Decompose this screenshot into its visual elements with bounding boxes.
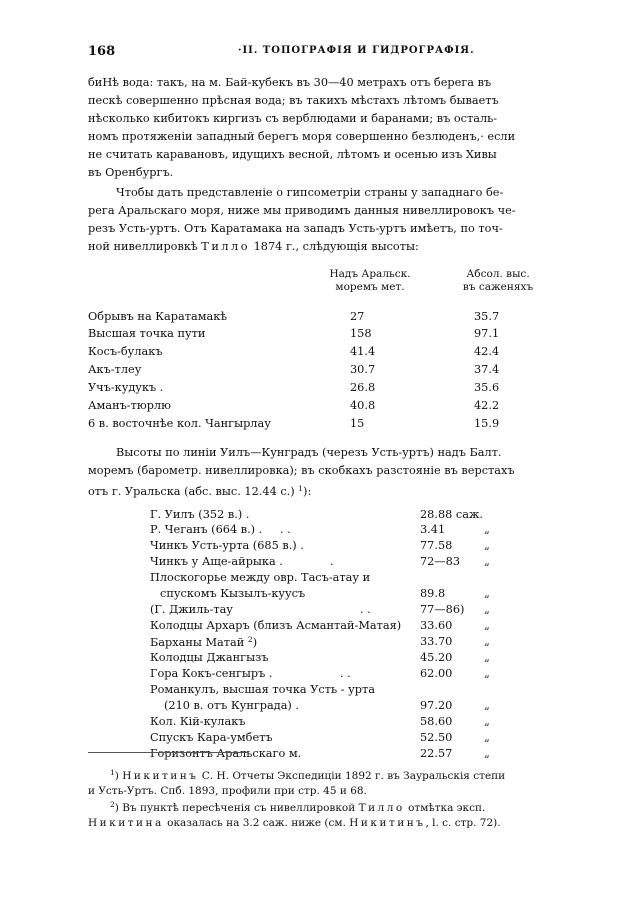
height-value: 62.00 xyxy=(420,667,453,680)
text-line: Высоты по линіи Уилъ—Кунградъ (черезъ Усть-уртъ) надъ Балт. xyxy=(116,446,502,459)
absolute-height: 15.9 xyxy=(474,417,500,430)
ditto-mark: „ xyxy=(484,635,490,648)
point-name: Высшая точка пути xyxy=(88,327,206,340)
point-name: Горизонтъ Аральскаго м. xyxy=(150,747,302,760)
table-row xyxy=(88,399,554,416)
ditto-mark: „ xyxy=(484,731,490,744)
point-name: Р. Чеганъ (664 в.) . xyxy=(150,523,263,536)
page-number: 168 xyxy=(88,44,116,59)
text-line: нѣсколько кибитокъ киргизъ съ верблюдами и баранами; въ осталь- xyxy=(88,112,498,125)
text-span: ной нивеллировкѣ xyxy=(88,240,202,253)
point-name: Косъ-булакъ xyxy=(88,345,163,358)
point-name: 6 в. восточнѣе кол. Чангырлау xyxy=(88,417,271,430)
point-name: спускомъ Кызылъ-куусъ xyxy=(160,587,306,600)
leader-dots: . xyxy=(330,555,334,568)
point-name: Акъ-тлеу xyxy=(88,363,142,376)
absolute-height: 42.4 xyxy=(474,345,500,358)
text-span: оказалась на 3.2 саж. ниже (см. xyxy=(163,816,350,829)
text-line: номъ протяженіи западный берегъ моря совершенно безлюденъ,· если xyxy=(88,130,516,143)
author-name: Никитина xyxy=(88,816,164,829)
footnote-ref: 1 xyxy=(298,484,304,493)
height-above-aral: 40.8 xyxy=(350,399,376,412)
text-line: биНѣ вода: такъ, на м. Бай-кубекъ въ 30—40 метрахъ отъ берега въ xyxy=(88,76,492,89)
author-name: Никитинъ xyxy=(122,770,199,782)
point-name: Аманъ-тюрлю xyxy=(88,399,171,412)
height-above-aral: 27 xyxy=(350,310,365,323)
point-name xyxy=(150,635,257,649)
height-value: 28.88 саж. xyxy=(420,508,483,521)
height-above-aral: 158 xyxy=(350,327,372,340)
point-name: Учъ-кудукъ . xyxy=(88,381,164,394)
height-value: 22.57 xyxy=(420,747,453,760)
point-name: Гора Кокъ-сенгыръ . xyxy=(150,667,273,680)
leader-dots: . . xyxy=(280,523,291,536)
height-value: 52.50 xyxy=(420,731,453,744)
point-name: Обрывъ на Каратамакѣ xyxy=(88,310,228,323)
text-span: 1874 г., слѣдующія высоты: xyxy=(250,240,419,253)
height-value: 33.60 xyxy=(420,619,453,632)
height-value: 77—86) xyxy=(420,603,465,616)
paragraph-3 xyxy=(88,444,554,501)
height-above-aral: 15 xyxy=(350,417,365,430)
footnote-2 xyxy=(88,798,554,816)
text-line: моремъ (барометр. нивеллировка); въ скобкахъ разстояніе въ верстахъ xyxy=(88,464,515,477)
text-line: резъ Усть-уртъ. Отъ Каратамака на западъ Усть-уртъ имѣетъ, по точ- xyxy=(88,222,503,235)
table-row xyxy=(88,310,554,327)
ditto-mark: „ xyxy=(484,667,490,680)
footnote-number: 2 xyxy=(110,800,115,809)
ditto-mark: „ xyxy=(484,747,490,760)
table-row xyxy=(88,381,554,398)
point-name: Плоскогорье между овр. Тасъ-атау и xyxy=(150,571,371,584)
point-name: Г. Уилъ (352 в.) . xyxy=(150,508,250,521)
leader-dots: . . xyxy=(340,667,351,680)
footnote-divider xyxy=(88,752,248,753)
absolute-height: 42.2 xyxy=(474,399,500,412)
point-name: Спускъ Кара-умбетъ xyxy=(150,731,273,744)
text-span: ): xyxy=(303,485,312,498)
point-name: Кол. Кій-кулакъ xyxy=(150,715,246,728)
text-span: отъ г. Уральска (абс. выс. 12.44 с.) xyxy=(88,485,299,498)
footnote-2-cont xyxy=(88,816,554,831)
height-value: 33.70 xyxy=(420,635,453,648)
point-name: Романкулъ, высшая точка Усть - урта xyxy=(150,683,375,696)
ditto-mark: „ xyxy=(484,555,490,568)
text-line: пескѣ совершенно прѣсная вода; въ такихъ мѣстахъ лѣтомъ бываетъ xyxy=(88,94,499,107)
footnote-paren: ) xyxy=(114,770,119,782)
height-above-aral: 30.7 xyxy=(350,363,376,376)
text-line: не считать каравановъ, идущихъ весной, лѣтомъ и осенью изъ Хивы xyxy=(88,148,497,161)
footnote-number: 1 xyxy=(110,768,115,777)
text-line: Чтобы дать представленіе о гипсометріи страны у западнаго бе- xyxy=(116,186,504,199)
height-above-aral: 41.4 xyxy=(350,345,376,358)
footnote-1 xyxy=(88,766,554,784)
text-span: отмѣтка эксп. xyxy=(404,802,486,814)
height-value: 77.58 xyxy=(420,539,453,552)
text-line xyxy=(88,480,554,501)
leader-dots: . . xyxy=(360,603,371,616)
table-row xyxy=(88,327,554,344)
point-name: Колодцы Джангызъ xyxy=(150,651,269,664)
text-line: рега Аральскаго моря, ниже мы приводимъ данныя нивеллировокъ че- xyxy=(88,204,516,217)
ditto-mark: „ xyxy=(484,587,490,600)
absolute-height: 97.1 xyxy=(474,327,500,340)
table-row xyxy=(88,345,554,362)
footnotes xyxy=(88,766,554,830)
ditto-mark: „ xyxy=(484,603,490,616)
point-name: (210 в. отъ Кунграда) . xyxy=(164,699,300,712)
height-value: 72—83 xyxy=(420,555,461,568)
author-name: Никитинъ xyxy=(349,816,426,829)
ditto-mark: „ xyxy=(484,715,490,728)
paragraph-2 xyxy=(88,184,554,256)
table-row xyxy=(88,363,554,380)
point-name: Чинкъ Усть-урта (685 в.) . xyxy=(150,539,304,552)
ditto-mark: „ xyxy=(484,523,490,536)
absolute-height: 35.7 xyxy=(474,310,500,323)
ditto-mark: „ xyxy=(484,699,490,712)
height-value: 45.20 xyxy=(420,651,453,664)
ditto-mark: „ xyxy=(484,651,490,664)
footnote-paren: ) xyxy=(252,636,258,649)
text-line xyxy=(88,238,554,256)
height-above-aral: 26.8 xyxy=(350,381,376,394)
height-value: 3.41 xyxy=(420,523,446,536)
absolute-height: 37.4 xyxy=(474,363,500,376)
column-header-absolute-height: Абсол. выс. въ саженяхъ xyxy=(462,268,534,293)
height-value: 97.20 xyxy=(420,699,453,712)
point-name: Чинкъ у Аще-айрыка . xyxy=(150,555,283,568)
point-name-text: Барханы Матай xyxy=(150,636,245,649)
author-name: Тилло xyxy=(201,240,251,253)
text-span: Въ пунктѣ пересѣченія съ нивеллировкой xyxy=(122,802,359,814)
running-title: ·II. ТОПОГРАФІЯ И ГИДРОГРАФІЯ. xyxy=(238,45,475,56)
table-row xyxy=(88,417,554,434)
footnote-ref: 2 xyxy=(247,635,253,644)
height-value: 89.8 xyxy=(420,587,446,600)
footnote-paren: ) xyxy=(114,802,119,814)
ditto-mark: „ xyxy=(484,539,490,552)
page-header xyxy=(88,44,549,62)
absolute-height: 35.6 xyxy=(474,381,500,394)
point-name: Колодцы Архаръ (близъ Асмантай-Матая) xyxy=(150,619,402,632)
text-span: , l. с. стр. 72). xyxy=(425,816,501,829)
column-header-above-aral: Надъ Аральск. моремъ мет. xyxy=(329,268,411,293)
author-name: Тилло xyxy=(358,802,405,814)
height-value: 58.60 xyxy=(420,715,453,728)
ditto-mark: „ xyxy=(484,619,490,632)
footnote-1-cont: и Усть-Уртъ. Спб. 1893, профили при стр. 45 и 68. xyxy=(88,784,367,797)
text-line: въ Оренбургъ. xyxy=(88,166,174,179)
paragraph-1 xyxy=(88,74,554,182)
text-span: С. Н. Отчеты Экспедиціи 1892 г. въ Зауральскія степи xyxy=(198,770,506,782)
point-name: (Г. Джиль-тау xyxy=(150,603,233,616)
